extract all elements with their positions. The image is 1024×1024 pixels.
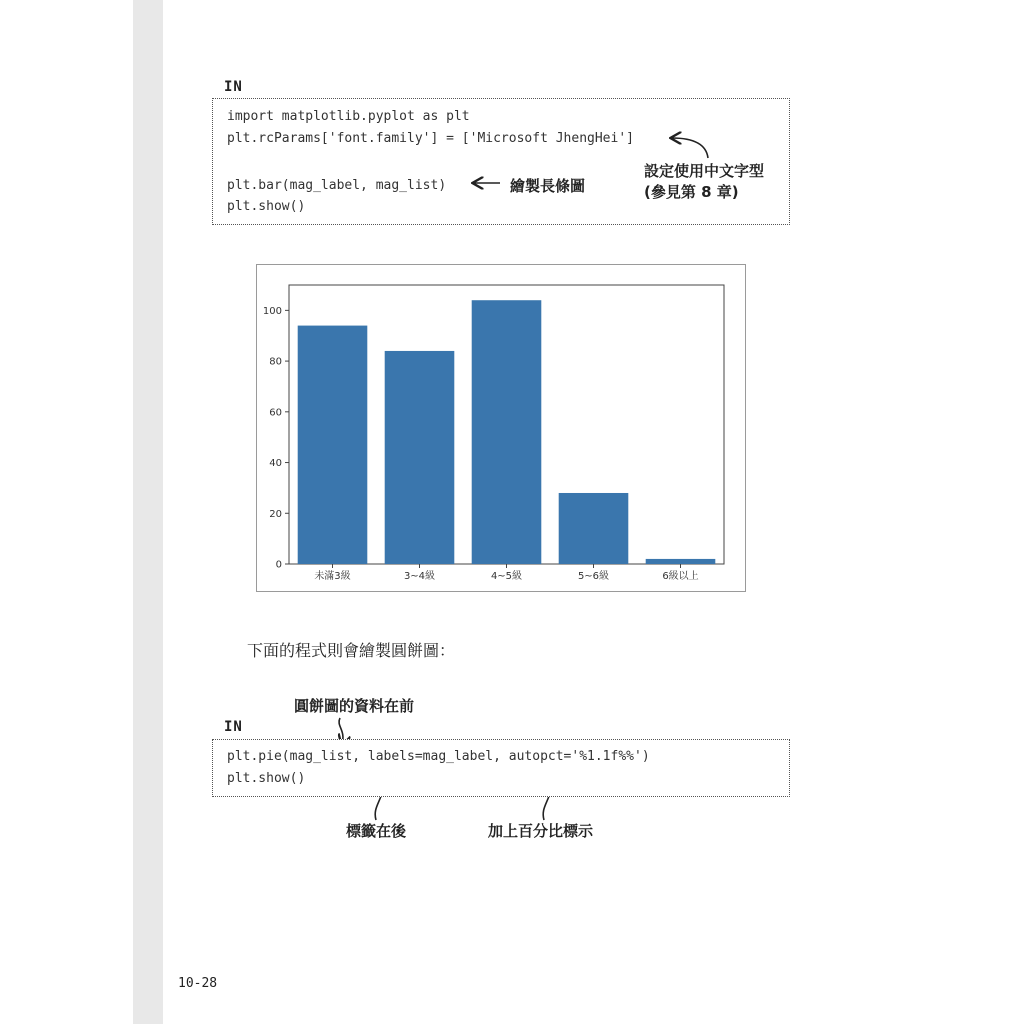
bar (472, 300, 542, 564)
body-paragraph: 下面的程式則會繪製圓餅圖： (247, 641, 456, 660)
note-bar-chart: 繪製長條圖 (510, 177, 586, 195)
bar (646, 559, 716, 564)
x-tick-label: 4~5級 (490, 571, 523, 582)
x-tick-label: 3~4級 (403, 571, 436, 582)
x-tick-label: 5~6級 (577, 571, 610, 582)
note-percent: 加上百分比標示 (488, 822, 594, 840)
code-line: plt.pie(mag_list, labels=mag_label, autopct='%1.1f%%') (227, 749, 650, 764)
code-line: plt.rcParams['font.family'] = ['Microsoft JhengHei'] (227, 131, 634, 146)
note-pie-data: 圓餅圖的資料在前 (294, 697, 415, 715)
y-tick-label: 80 (269, 356, 282, 368)
y-tick-label: 60 (269, 407, 282, 419)
code-block-2 (212, 739, 790, 797)
arrow-icon (672, 138, 708, 158)
page-number: 10-28 (178, 976, 218, 991)
note-chapter-ref: (參見第 8 章) (644, 183, 739, 201)
code-line: plt.show() (227, 199, 306, 214)
note-labels-after: 標籤在後 (346, 822, 407, 840)
bar (298, 326, 368, 564)
x-tick-label: 6級以上 (662, 571, 699, 582)
y-tick-label: 20 (269, 508, 282, 520)
bar (559, 493, 629, 564)
code-line: import matplotlib.pyplot as plt (227, 109, 470, 124)
code-line: plt.show() (227, 771, 306, 786)
input-label-2: IN (224, 719, 243, 735)
input-label-1: IN (224, 79, 243, 95)
note-font-setting: 設定使用中文字型 (644, 162, 765, 180)
bar (385, 351, 455, 564)
bar-chart-figure (256, 264, 746, 592)
bar-chart (257, 265, 745, 591)
x-tick-label: 未滿3級 (314, 571, 351, 582)
y-tick-label: 0 (275, 559, 282, 571)
y-tick-label: 100 (262, 305, 282, 317)
y-tick-label: 40 (269, 458, 282, 470)
code-line: plt.bar(mag_label, mag_list) (227, 178, 447, 193)
